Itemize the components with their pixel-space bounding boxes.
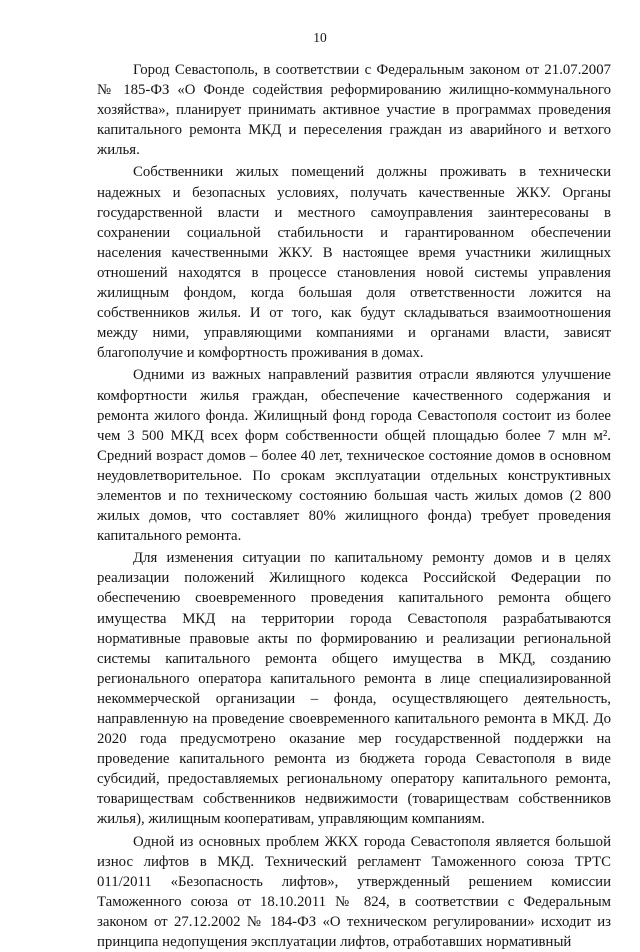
paragraph: Город Севастополь, в соответствии с Федеральным законом от 21.07.2007 № 185-ФЗ «О Фонде содействия реформированию жилищно-коммунального хозяйства», планирует принимать активное участие в программах проведения капитального ремонта МКД и переселения граждан из аварийного и ветхого жилья. — [97, 62, 611, 159]
paragraph: Собственники жилых помещений должны проживать в технически надежных и безопасных условиях, получать качественные ЖКУ. Органы государственной власти и местного самоуправления заинтересованы в сохранении социальной стабильности и гарантированном обеспечении населения качественными ЖКУ. В настоящее время участники жилищных отношений находятся в процессе становления новой системы управления жилищным фондом, когда большая доля ответственности ложится на собственников жилья. И от того, как будут складываться взаимоотношения между ними, управляющими компаниями и органами власти, зависят благополучие и комфортность проживания в домах. — [97, 164, 611, 362]
paragraph: Одними из важных направлений развития отрасли являются улучшение комфортности жилья граждан, обеспечение качественного содержания и ремонта жилого фонда. Жилищный фонд города Севастополя состоит из более чем 3 500 МКД всех форм собственности общей площадью более 7 млн м². Средний возраст домов – более 40 лет, техническое состояние домов в основном неудовлетворительное. По срокам эксплуатации отдельных конструктивных элементов и по техническому состоянию большая часть жилых домов (2 800 жилых домов, что составляет 80% жилищного фонда) требует проведения капитального ремонта. — [97, 367, 611, 545]
body-text — [97, 60, 611, 952]
paragraph: Для изменения ситуации по капитальному ремонту домов и в целях реализации положений Жилищного кодекса Российской Федерации по обеспечению своевременного проведения капитального ремонта общего имущества МКД на территории города Севастополя разрабатываются нормативные правовые акты по формированию и реализации региональной системы капитального ремонта общего имущества в МКД, созданию регионального оператора капитального ремонта в лице специализированной некоммерческой организации – фонда, осуществляющего деятельность, направленную на проведение своевременного капитального ремонта в МКД. До 2020 года предусмотрено оказание мер государственной поддержки на проведение капитального ремонта из бюджета города Севастополя в виде субсидий, предоставляемых региональному оператору капитального ремонта, товариществам собственников недвижимости (товариществам собственников жилья), жилищным кооперативам, управляющим компаниям. — [97, 550, 611, 828]
page-number: 10 — [313, 30, 327, 45]
paragraph: Одной из основных проблем ЖКХ города Севастополя является большой износ лифтов в МКД. Технический регламент Таможенного союза ТРТС 011/2011 «Безопасность лифтов», утвержденный решением комиссии Таможенного союза от 18.10.2011 № 824, в соответствии с Федеральным законом от 27.12.2002 № 184-ФЗ «О техническом регулировании» исходит из принципа недопущения эксплуатации лифтов, отработавших нормативный — [97, 833, 611, 951]
